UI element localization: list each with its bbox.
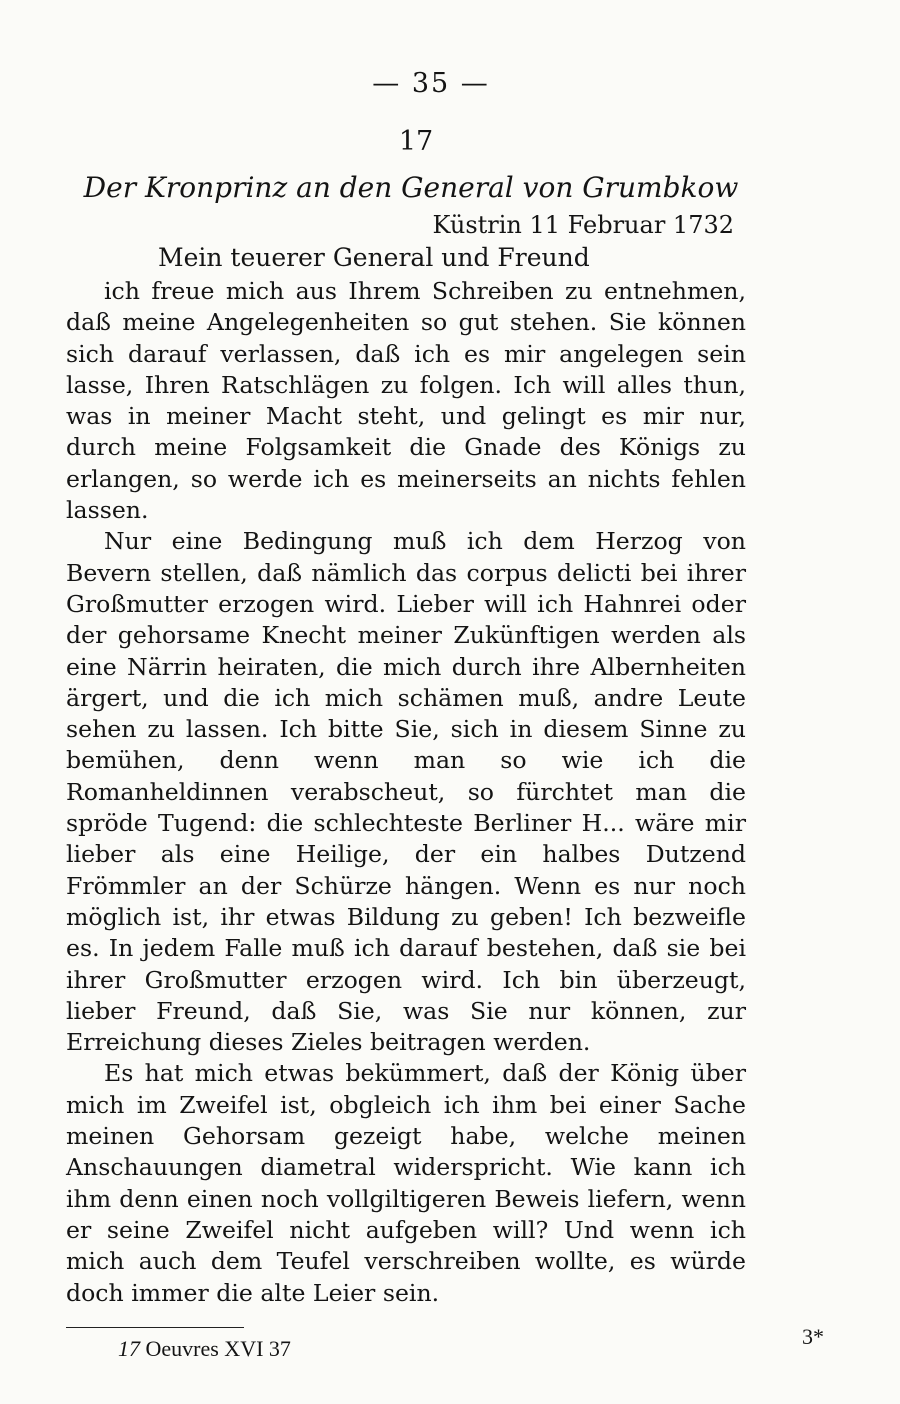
page-number-header: — 35 —: [372, 68, 490, 99]
paragraph: ich freue mich aus Ihrem Schreiben zu entnehmen, daß meine Angelegenheiten so gut stehen. Sie können sich darauf verlassen, daß ich es mir angelegen sein lasse, Ihren Ratschlägen zu folgen. Ich will alles thun, was in meiner Macht steht, und gelingt es mir nur, durch meine Folgsamkeit die Gnade des Königs zu erlangen, so werde ich es meinerseits an nichts fehlen lassen.: [66, 277, 746, 525]
footnote: [118, 1332, 746, 1366]
letter-body: [66, 276, 746, 1309]
salutation: Mein teuerer General und Freund: [158, 243, 590, 272]
signature-mark: 3*: [802, 1324, 824, 1349]
paragraph: Es hat mich etwas bekümmert, daß der König über mich im Zweifel ist, obgleich ich ihm bei einer Sache meinen Gehorsam gezeigt habe, welche meinen Anschauungen diametral widerspricht. Wie kann ich ihm denn einen noch vollgiltigeren Beweis liefern, wenn er seine Zweifel nicht aufgeben will? Und wenn ich mich auch dem Teufel verschreiben wollte, es würde doch immer die alte Leier sein.: [66, 1059, 746, 1307]
letter-number: 17: [398, 126, 434, 157]
paragraph: Nur eine Bedingung muß ich dem Herzog von Bevern stellen, daß nämlich das corpus delicti bei ihrer Großmutter erzogen wird. Lieber will ich Hahnrei oder der gehorsame Knecht meiner Zukünftigen werden als eine Närrin heiraten, die mich durch ihre Albernheiten ärgert, und die ich mich schämen muß, andre Leute sehen zu lassen. Ich bitte Sie, sich in diesem Sinne zu bemühen, denn wenn man so wie ich die Romanheldinnen verabscheut, so fürchtet man die spröde Tugend: die schlechteste Berliner H... wäre mir lieber als eine Heilige, der ein halbes Dutzend Frömmler an der Schürze hängen. Wenn es nur noch möglich ist, ihr etwas Bildung zu geben! Ich bezweifle es. In jedem Falle muß ich darauf bestehen, daß sie bei ihrer Großmutter erzogen wird. Ich bin überzeugt, lieber Freund, daß Sie, was Sie nur können, zur Erreichung dieses Zieles beitragen werden.: [66, 527, 746, 1057]
footnote-text: Oeuvres XVI 37: [145, 1335, 291, 1361]
book-page: [66, 62, 746, 1392]
letter-title: Der Kronprinz an den General von Grumbkow: [83, 171, 739, 204]
dateline: Küstrin 11 Februar 1732: [432, 211, 734, 239]
footnote-divider: [66, 1327, 244, 1328]
footnote-number: 17: [118, 1335, 140, 1361]
